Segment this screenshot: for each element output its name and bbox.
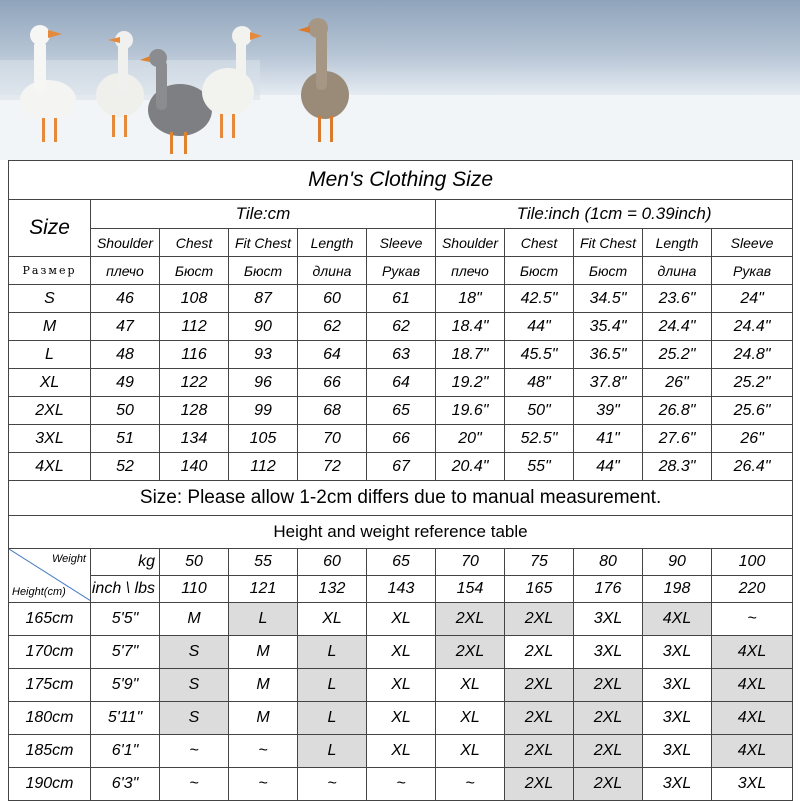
cm-value: 52 — [91, 453, 160, 481]
recommended-size: 2XL — [505, 669, 574, 702]
height-row — [9, 603, 793, 636]
cm-group-header: Tile:cm — [91, 200, 436, 229]
size-label: 2XL — [9, 397, 91, 425]
inch-value: 24" — [712, 285, 793, 313]
size-row — [9, 425, 793, 453]
column-header: Fit Chest — [229, 229, 298, 257]
height-cm: 175cm — [9, 669, 91, 702]
inch-value: 20" — [436, 425, 505, 453]
kg-unit-label: kg — [91, 549, 160, 576]
recommended-size: 3XL — [574, 636, 643, 669]
inch-value: 25.2" — [643, 341, 712, 369]
size-header: Size — [9, 200, 91, 257]
inch-value: 52.5" — [505, 425, 574, 453]
russian-column-header: длина — [643, 257, 712, 285]
recommended-size: 3XL — [643, 636, 712, 669]
height-cm: 185cm — [9, 735, 91, 768]
inch-value: 18" — [436, 285, 505, 313]
inch-value: 34.5" — [574, 285, 643, 313]
lbs-value: 198 — [643, 576, 712, 603]
inch-value: 28.3" — [643, 453, 712, 481]
recommended-size: ~ — [160, 768, 229, 801]
inch-value: 26.4" — [712, 453, 793, 481]
recommended-size: XL — [436, 702, 505, 735]
cm-value: 66 — [367, 425, 436, 453]
recommended-size: 4XL — [712, 669, 793, 702]
recommended-size: L — [298, 636, 367, 669]
clothing-size-table — [8, 160, 793, 516]
recommended-size: L — [229, 603, 298, 636]
reference-table-title: Height and weight reference table — [9, 516, 793, 549]
reference-rows — [9, 603, 793, 801]
russian-column-header: длина — [298, 257, 367, 285]
recommended-size: 2XL — [574, 669, 643, 702]
cm-value: 49 — [91, 369, 160, 397]
kg-value: 60 — [298, 549, 367, 576]
size-row — [9, 453, 793, 481]
inch-value: 26" — [712, 425, 793, 453]
recommended-size: XL — [367, 669, 436, 702]
kg-row — [9, 549, 793, 576]
cm-value: 51 — [91, 425, 160, 453]
recommended-size: S — [160, 702, 229, 735]
cm-value: 116 — [160, 341, 229, 369]
inch-value: 44" — [505, 313, 574, 341]
height-inch: 6'3" — [91, 768, 160, 801]
russian-column-header: Бюст — [160, 257, 229, 285]
recommended-size: 3XL — [643, 735, 712, 768]
recommended-size: 2XL — [574, 768, 643, 801]
cm-value: 99 — [229, 397, 298, 425]
geese-illustration — [0, 0, 800, 160]
kg-value: 100 — [712, 549, 793, 576]
cm-value: 140 — [160, 453, 229, 481]
russian-column-header: Рукав — [712, 257, 793, 285]
recommended-size: XL — [367, 702, 436, 735]
inch-value: 55" — [505, 453, 574, 481]
recommended-size: 2XL — [436, 603, 505, 636]
size-label: XL — [9, 369, 91, 397]
height-row — [9, 735, 793, 768]
cm-value: 96 — [229, 369, 298, 397]
recommended-size: 2XL — [574, 702, 643, 735]
lbs-value: 154 — [436, 576, 505, 603]
recommended-size: 3XL — [712, 768, 793, 801]
recommended-size: XL — [367, 636, 436, 669]
lbs-value: 121 — [229, 576, 298, 603]
recommended-size: XL — [436, 669, 505, 702]
cm-value: 105 — [229, 425, 298, 453]
lbs-value: 165 — [505, 576, 574, 603]
russian-header-row — [9, 257, 793, 285]
inch-value: 25.2" — [712, 369, 793, 397]
recommended-size: M — [229, 702, 298, 735]
english-header-row — [9, 229, 793, 257]
cm-value: 61 — [367, 285, 436, 313]
recommended-size: S — [160, 636, 229, 669]
inch-value: 44" — [574, 453, 643, 481]
height-cm: 190cm — [9, 768, 91, 801]
inch-value: 18.4" — [436, 313, 505, 341]
cm-value: 68 — [298, 397, 367, 425]
recommended-size: XL — [367, 735, 436, 768]
cm-value: 62 — [298, 313, 367, 341]
inch-value: 45.5" — [505, 341, 574, 369]
recommended-size: ~ — [160, 735, 229, 768]
size-label: S — [9, 285, 91, 313]
cm-value: 48 — [91, 341, 160, 369]
column-header: Sleeve — [712, 229, 793, 257]
lbs-value: 110 — [160, 576, 229, 603]
cm-value: 134 — [160, 425, 229, 453]
cm-value: 112 — [160, 313, 229, 341]
cm-value: 122 — [160, 369, 229, 397]
column-header: Sleeve — [367, 229, 436, 257]
cm-value: 128 — [160, 397, 229, 425]
inch-value: 27.6" — [643, 425, 712, 453]
column-header: Shoulder — [91, 229, 160, 257]
cm-value: 93 — [229, 341, 298, 369]
recommended-size: L — [298, 735, 367, 768]
recommended-size: XL — [367, 603, 436, 636]
recommended-size: XL — [436, 735, 505, 768]
inch-value: 35.4" — [574, 313, 643, 341]
weight-height-corner — [9, 549, 91, 603]
column-header: Shoulder — [436, 229, 505, 257]
inch-value: 20.4" — [436, 453, 505, 481]
height-inch: 5'11" — [91, 702, 160, 735]
recommended-size: 4XL — [712, 702, 793, 735]
kg-value: 80 — [574, 549, 643, 576]
column-header: Chest — [160, 229, 229, 257]
height-row — [9, 636, 793, 669]
cm-value: 67 — [367, 453, 436, 481]
recommended-size: M — [229, 669, 298, 702]
inch-value: 24.8" — [712, 341, 793, 369]
lbs-value: 143 — [367, 576, 436, 603]
size-row — [9, 313, 793, 341]
height-row — [9, 768, 793, 801]
cm-value: 64 — [367, 369, 436, 397]
cm-value: 46 — [91, 285, 160, 313]
recommended-size: 2XL — [505, 603, 574, 636]
cm-value: 70 — [298, 425, 367, 453]
size-label: L — [9, 341, 91, 369]
inch-value: 37.8" — [574, 369, 643, 397]
inch-value: 19.6" — [436, 397, 505, 425]
recommended-size: ~ — [367, 768, 436, 801]
height-inch: 6'1" — [91, 735, 160, 768]
cm-value: 60 — [298, 285, 367, 313]
cm-value: 66 — [298, 369, 367, 397]
height-row — [9, 669, 793, 702]
russian-column-header: плечо — [91, 257, 160, 285]
cm-value: 72 — [298, 453, 367, 481]
kg-value: 90 — [643, 549, 712, 576]
lbs-value: 220 — [712, 576, 793, 603]
kg-value: 75 — [505, 549, 574, 576]
inch-value: 36.5" — [574, 341, 643, 369]
recommended-size: ~ — [712, 603, 793, 636]
russian-column-header: Бюст — [505, 257, 574, 285]
recommended-size: XL — [298, 603, 367, 636]
lbs-row — [9, 576, 793, 603]
inch-value: 25.6" — [712, 397, 793, 425]
recommended-size: ~ — [229, 735, 298, 768]
recommended-size: 2XL — [436, 636, 505, 669]
height-cm: 180cm — [9, 702, 91, 735]
size-chart-sheet — [0, 160, 800, 800]
cm-value: 47 — [91, 313, 160, 341]
recommended-size: 3XL — [643, 669, 712, 702]
russian-column-header: Бюст — [229, 257, 298, 285]
height-cm: 170cm — [9, 636, 91, 669]
lbs-value: 132 — [298, 576, 367, 603]
cm-value: 90 — [229, 313, 298, 341]
size-label: 3XL — [9, 425, 91, 453]
russian-column-header: Бюст — [574, 257, 643, 285]
clothing-table-title: Men's Clothing Size — [9, 161, 793, 200]
recommended-size: 3XL — [643, 768, 712, 801]
height-axis-label: Height(cm) — [12, 586, 66, 598]
height-cm: 165cm — [9, 603, 91, 636]
inch-value: 48" — [505, 369, 574, 397]
kg-value: 55 — [229, 549, 298, 576]
kg-value: 50 — [160, 549, 229, 576]
recommended-size: M — [160, 603, 229, 636]
inch-value: 19.2" — [436, 369, 505, 397]
size-row — [9, 369, 793, 397]
lbs-unit-label: inch \ lbs — [91, 576, 160, 603]
russian-column-header: плечо — [436, 257, 505, 285]
cm-value: 64 — [298, 341, 367, 369]
inch-value: 50" — [505, 397, 574, 425]
inch-group-header: Tile:inch (1cm = 0.39inch) — [436, 200, 793, 229]
cm-value: 87 — [229, 285, 298, 313]
cm-value: 63 — [367, 341, 436, 369]
column-header: Length — [298, 229, 367, 257]
inch-value: 24.4" — [643, 313, 712, 341]
weight-axis-label: Weight — [51, 553, 86, 565]
recommended-size: 3XL — [643, 702, 712, 735]
inch-value: 42.5" — [505, 285, 574, 313]
recommended-size: 2XL — [574, 735, 643, 768]
russian-column-header: Рукав — [367, 257, 436, 285]
column-header: Chest — [505, 229, 574, 257]
cm-value: 112 — [229, 453, 298, 481]
size-label: 4XL — [9, 453, 91, 481]
geese-photo-banner — [0, 0, 800, 160]
kg-value: 70 — [436, 549, 505, 576]
inch-value: 26" — [643, 369, 712, 397]
recommended-size: 4XL — [712, 636, 793, 669]
inch-value: 39" — [574, 397, 643, 425]
column-header: Fit Chest — [574, 229, 643, 257]
recommended-size: 4XL — [643, 603, 712, 636]
height-inch: 5'5" — [91, 603, 160, 636]
cm-value: 65 — [367, 397, 436, 425]
size-label: M — [9, 313, 91, 341]
recommended-size: 4XL — [712, 735, 793, 768]
inch-value: 41" — [574, 425, 643, 453]
russian-size-label: Размер — [9, 257, 91, 285]
recommended-size: L — [298, 702, 367, 735]
inch-value: 24.4" — [712, 313, 793, 341]
size-rows — [9, 285, 793, 481]
height-weight-table — [8, 515, 793, 801]
size-row — [9, 397, 793, 425]
recommended-size: M — [229, 636, 298, 669]
inch-value: 18.7" — [436, 341, 505, 369]
cm-value: 62 — [367, 313, 436, 341]
size-row — [9, 285, 793, 313]
kg-value: 65 — [367, 549, 436, 576]
recommended-size: 2XL — [505, 702, 574, 735]
recommended-size: 2XL — [505, 735, 574, 768]
measurement-note: Size: Please allow 1-2cm differs due to manual measurement. — [9, 481, 793, 516]
recommended-size: ~ — [436, 768, 505, 801]
lbs-value: 176 — [574, 576, 643, 603]
inch-value: 23.6" — [643, 285, 712, 313]
height-inch: 5'9" — [91, 669, 160, 702]
height-row — [9, 702, 793, 735]
inch-value: 26.8" — [643, 397, 712, 425]
recommended-size: 2XL — [505, 636, 574, 669]
height-inch: 5'7" — [91, 636, 160, 669]
size-row — [9, 341, 793, 369]
recommended-size: L — [298, 669, 367, 702]
column-header: Length — [643, 229, 712, 257]
cm-value: 50 — [91, 397, 160, 425]
cm-value: 108 — [160, 285, 229, 313]
recommended-size: 3XL — [574, 603, 643, 636]
recommended-size: ~ — [229, 768, 298, 801]
recommended-size: S — [160, 669, 229, 702]
recommended-size: 2XL — [505, 768, 574, 801]
recommended-size: ~ — [298, 768, 367, 801]
